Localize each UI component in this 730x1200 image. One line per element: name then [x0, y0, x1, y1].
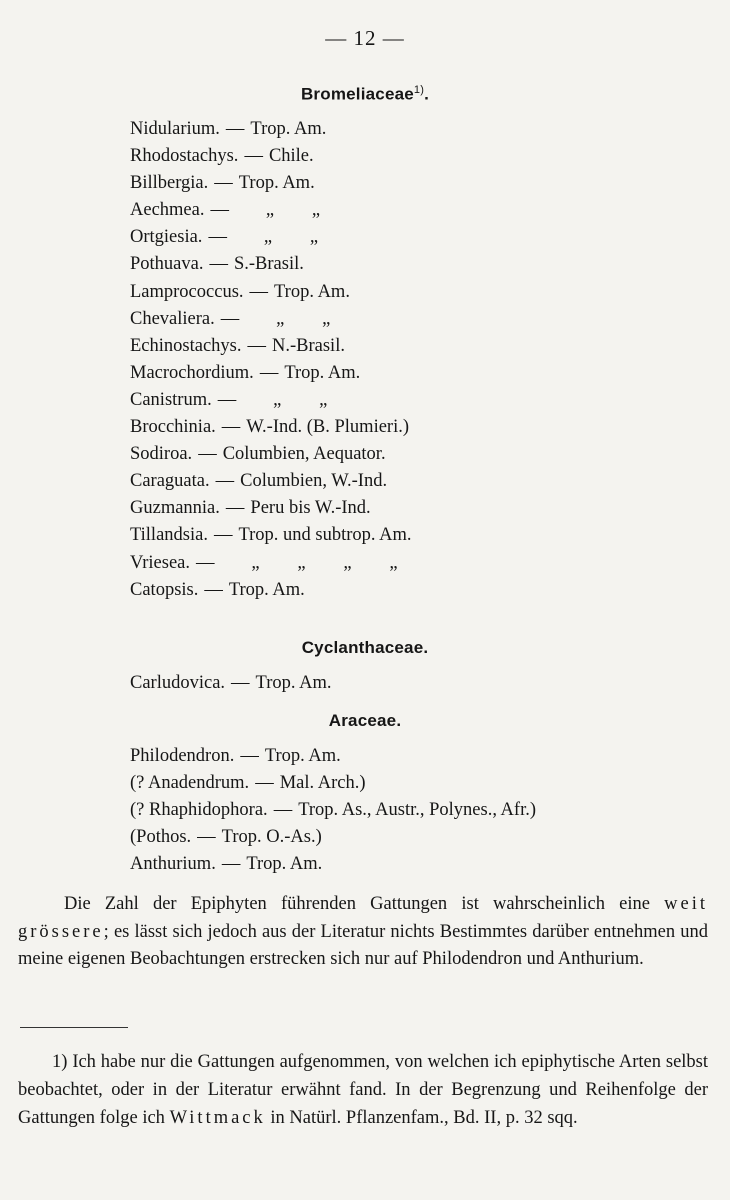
- entry-dash: —: [210, 200, 229, 221]
- genus-entry: [130, 251, 417, 278]
- genus-region: Trop. Am.: [238, 173, 315, 194]
- genus-name: Rhodostachys.: [130, 146, 239, 167]
- genus-region: Trop. und subtrop. Am.: [238, 525, 412, 546]
- genus-name: Caraguata.: [130, 471, 210, 492]
- genus-name: Aechmea.: [130, 200, 205, 221]
- genus-name: (Pothos.: [130, 827, 192, 848]
- entry-dash: —: [220, 308, 240, 329]
- genus-entry: [130, 670, 331, 697]
- ditto-mark: „: [311, 200, 321, 221]
- genus-entry: [130, 116, 417, 143]
- genus-list-cyclanthaceae: [130, 670, 331, 697]
- ditto-marks: [235, 200, 339, 220]
- genus-entry: [130, 306, 417, 333]
- genus-region: Trop. Am.: [246, 854, 323, 875]
- genus-region: Columbien, W.-Ind.: [240, 471, 388, 492]
- genus-region: N.-Brasil.: [272, 335, 345, 356]
- entry-dash: —: [244, 146, 263, 167]
- entry-dash: —: [255, 773, 274, 794]
- entry-dash: —: [259, 362, 279, 383]
- genus-entry: [130, 522, 417, 549]
- entry-dash: —: [214, 173, 233, 194]
- ditto-mark: „: [265, 200, 275, 221]
- section-title: Bromeliaceae: [300, 84, 414, 104]
- genus-name: (? Anadendrum.: [130, 773, 250, 794]
- genus-region: Trop. Am.: [250, 119, 327, 139]
- entry-dash: —: [196, 552, 215, 573]
- genus-region: Trop. As., Austr., Polynes., Afr.): [298, 800, 536, 821]
- genus-region: Trop. Am.: [255, 673, 332, 693]
- genus-list-araceae: [130, 743, 536, 878]
- genus-region: Columbien, Aequator.: [222, 444, 386, 465]
- ditto-mark: „: [297, 552, 306, 573]
- genus-name: Chevaliera.: [130, 308, 215, 329]
- genus-entry: [130, 170, 417, 197]
- ditto-mark: „: [251, 552, 260, 573]
- genus-name: Macrochordium.: [130, 362, 254, 383]
- genus-region: Trop. Am.: [284, 362, 361, 383]
- genus-name: Echinostachys.: [130, 335, 242, 356]
- section-heading-araceae: [0, 711, 730, 731]
- genus-name: Anthurium.: [130, 854, 216, 875]
- paragraph-text-continued: ; es lässt sich jedoch aus der Literatur nichts Bestimmtes darüber entnehmen und meine eigenen Beobachtungen erstrecken sich nur auf Philodendron und Anthurium.: [18, 921, 708, 969]
- entry-dash: —: [198, 444, 217, 465]
- entry-dash: —: [225, 498, 245, 519]
- genus-entry: [130, 441, 417, 468]
- genus-entry: [130, 360, 417, 387]
- page-number: — 12 —: [325, 26, 405, 50]
- footnote-mark: 1): [52, 1052, 68, 1072]
- genus-entry: [130, 550, 417, 577]
- section-heading-bromeliaceae: [0, 84, 730, 105]
- genus-entry: [130, 224, 417, 251]
- genus-name: Carludovica.: [130, 673, 226, 693]
- genus-name: Catopsis.: [130, 579, 199, 600]
- entry-dash: —: [240, 746, 259, 766]
- paragraph-text: Die Zahl der Epiphyten führenden Gattungen ist wahrscheinlich eine: [64, 894, 650, 914]
- genus-region: W.-Ind. (B. Plumieri.): [246, 417, 410, 438]
- ditto-mark: „: [263, 227, 273, 248]
- genus-region: Trop. Am.: [228, 579, 305, 600]
- genus-name: Billbergia.: [130, 173, 209, 194]
- ditto-marks: [245, 309, 349, 329]
- genus-region: Trop. Am.: [264, 746, 341, 766]
- genus-name: (? Rhaphidophora.: [130, 800, 268, 821]
- footnote-divider: [20, 1027, 128, 1028]
- genus-entry: [130, 333, 417, 360]
- entry-dash: —: [249, 281, 269, 302]
- section-title: Araceae.: [328, 711, 402, 730]
- genus-name: Ortgiesia.: [130, 227, 203, 248]
- entry-dash: —: [213, 525, 233, 546]
- footnote-text-after: in Natürl. Pflanzenfam., Bd. II, p. 32 sqq.: [270, 1108, 578, 1128]
- entry-dash: —: [247, 335, 266, 356]
- genus-entry: [130, 743, 536, 770]
- genus-name: Vriesea.: [130, 552, 191, 573]
- genus-region: Trop. O.-As.): [221, 827, 322, 848]
- genus-list-bromeliaceae: [130, 116, 417, 604]
- genus-entry: [130, 197, 417, 224]
- footnote: [18, 1048, 708, 1132]
- section-title: Cyclanthaceae.: [301, 638, 429, 657]
- genus-name: Nidularium.: [130, 119, 220, 139]
- ditto-marks: [242, 390, 346, 410]
- ditto-mark: „: [309, 227, 319, 248]
- genus-region: Peru bis W.-Ind.: [250, 498, 371, 519]
- genus-entry: [130, 143, 417, 170]
- genus-name: Pothuava.: [130, 254, 204, 275]
- ditto-mark: „: [389, 552, 398, 573]
- genus-region: Mal. Arch.): [279, 773, 366, 794]
- genus-name: Tillandsia.: [130, 525, 208, 546]
- entry-dash: —: [208, 227, 227, 248]
- genus-name: Philodendron.: [130, 746, 235, 766]
- ditto-marks: [221, 553, 417, 573]
- entry-dash: —: [215, 471, 235, 492]
- footnote-text: Ich habe nur die Gattungen aufgenommen, von welchen ich epiphytische Arten selbst beobachtet, oder in der Literatur erwähnt fand. In der Begrenzung und Reihenfolge der Gattungen folge ich: [18, 1052, 709, 1128]
- genus-entry: [130, 468, 417, 495]
- genus-entry: [130, 851, 536, 878]
- section-heading-cyclanthaceae: [0, 638, 730, 658]
- genus-entry: [130, 279, 417, 306]
- entry-dash: —: [225, 119, 245, 139]
- genus-region: S.-Brasil.: [233, 254, 304, 275]
- genus-name: Lamprococcus.: [130, 281, 244, 302]
- footnote-author: Wittmack: [169, 1108, 266, 1128]
- genus-entry: [130, 797, 536, 824]
- entry-dash: —: [204, 579, 223, 600]
- section-title-trailing: .: [424, 84, 430, 104]
- genus-name: Canistrum.: [130, 389, 212, 410]
- paragraph-emphasis: weit grössere: [18, 894, 709, 942]
- ditto-marks: [233, 227, 337, 247]
- ditto-mark: „: [276, 308, 285, 329]
- genus-name: Guzmannia.: [130, 498, 220, 519]
- genus-entry: [130, 577, 417, 604]
- genus-region: Trop. Am.: [274, 281, 350, 302]
- footnote-reference: 1): [413, 84, 425, 96]
- genus-entry: [130, 824, 536, 851]
- entry-dash: —: [221, 417, 241, 438]
- ditto-mark: „: [273, 389, 282, 410]
- entry-dash: —: [221, 854, 241, 875]
- entry-dash: —: [273, 800, 293, 821]
- genus-entry: [130, 770, 536, 797]
- genus-entry: [130, 495, 417, 522]
- body-paragraph: [18, 891, 708, 974]
- ditto-mark: „: [343, 552, 352, 573]
- ditto-mark: „: [322, 308, 331, 329]
- genus-region: Chile.: [268, 146, 314, 167]
- genus-name: Sodiroa.: [130, 444, 193, 465]
- ditto-mark: „: [319, 389, 328, 410]
- entry-dash: —: [197, 827, 216, 848]
- entry-dash: —: [209, 254, 228, 275]
- genus-name: Brocchinia.: [130, 417, 216, 438]
- entry-dash: —: [217, 389, 237, 410]
- genus-entry: [130, 387, 417, 414]
- genus-entry: [130, 414, 417, 441]
- entry-dash: —: [231, 673, 250, 693]
